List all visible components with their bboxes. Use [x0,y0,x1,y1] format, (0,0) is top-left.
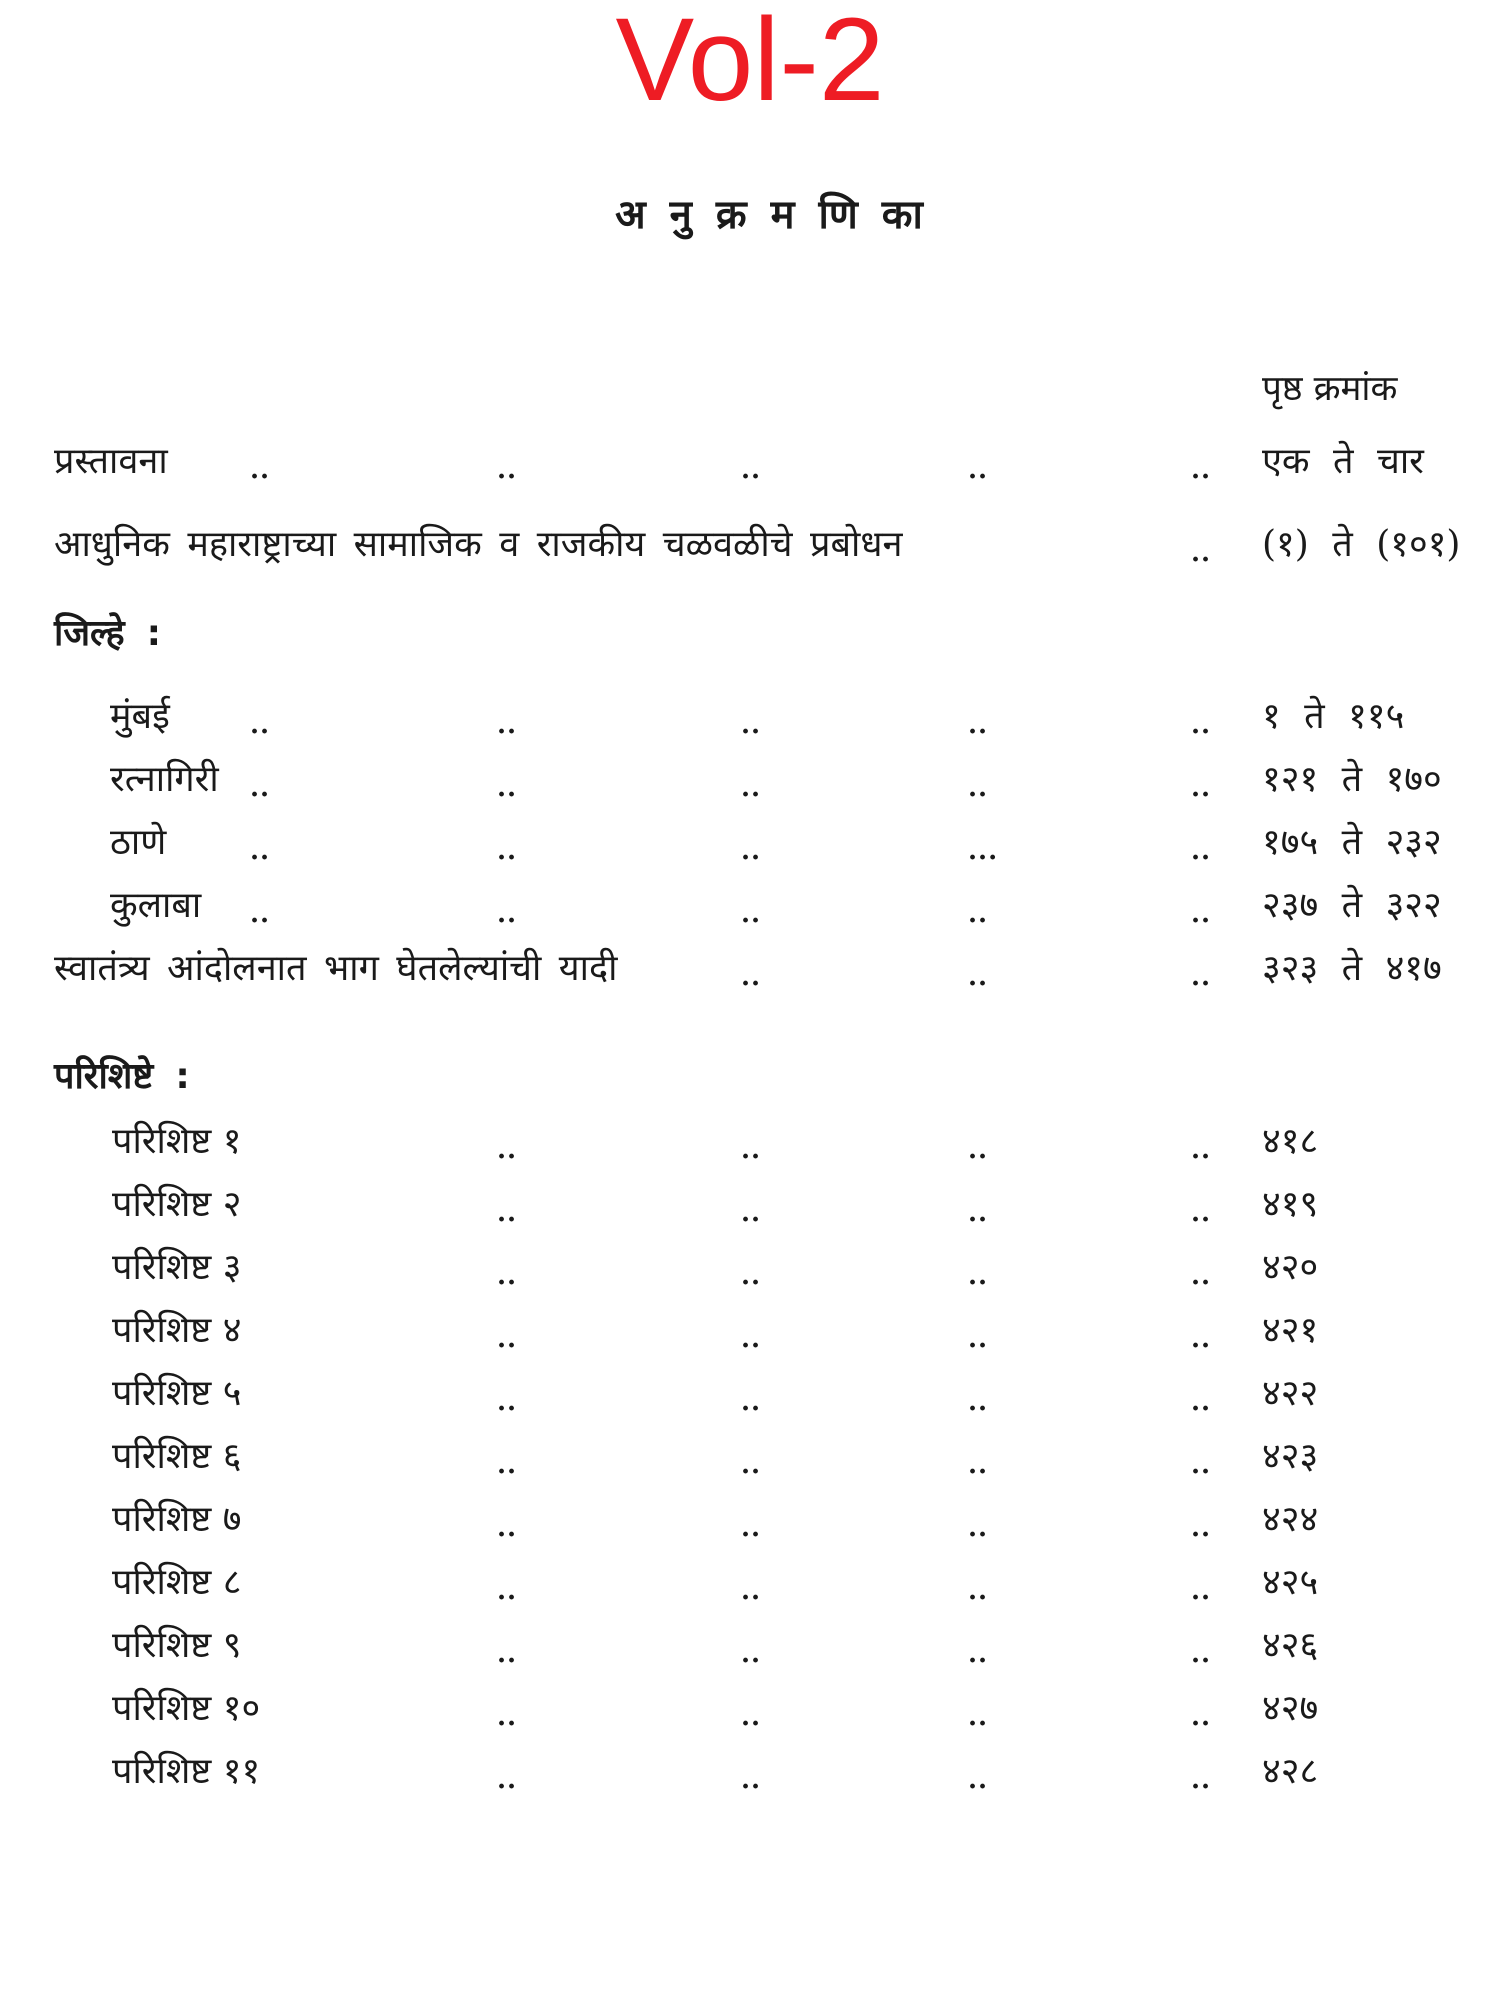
leader-dots: .. [968,1135,989,1165]
entry-pages: ४२० [1262,1247,1319,1288]
toc-row-appendix[interactable] [0,1556,1500,1612]
section-colon: : [146,613,162,654]
leader-dots: .. [497,1639,518,1669]
entry-label: परिशिष्ट ८ [112,1562,242,1603]
toc-row-appendix[interactable] [0,1304,1500,1360]
leader-dots: .. [741,1576,762,1606]
leader-dots: .. [250,455,271,485]
leader-dots: .. [497,710,518,740]
section-heading-parishishte [54,1050,190,1099]
leader-dots: .. [968,1198,989,1228]
leader-dots: .. [968,1450,989,1480]
entry-label: परिशिष्ट १० [112,1688,261,1729]
entry-pages: १७५ ते २३२ [1262,822,1442,863]
toc-row-appendix[interactable] [0,1115,1500,1171]
entry-pages: २३७ ते ३२२ [1262,885,1442,926]
entry-label: परिशिष्ट ११ [112,1751,261,1792]
leader-dots: .. [497,1576,518,1606]
heading-char: क्र [715,192,749,238]
entry-pages: ४२३ [1262,1436,1319,1477]
toc-row-swatantrya[interactable] [0,942,1500,998]
toc-row-district[interactable] [0,879,1500,935]
leader-dots: .. [741,1639,762,1669]
leader-dots: .. [250,836,271,866]
leader-dots: .. [741,455,762,485]
leader-dots: .. [1191,962,1212,992]
leader-dots: .. [741,1324,762,1354]
section-colon: : [175,1056,190,1097]
entry-pages: एक ते चार [1262,441,1424,482]
leader-dots: .. [1191,455,1212,485]
toc-row-district[interactable] [0,816,1500,872]
leader-dots: .. [741,773,762,803]
toc-row-appendix[interactable] [0,1367,1500,1423]
toc-row-appendix[interactable] [0,1241,1500,1297]
leader-dots: .. [968,899,989,929]
section-title: जिल्हे [54,613,125,654]
leader-dots: .. [741,1513,762,1543]
leader-dots: .. [741,899,762,929]
entry-label: परिशिष्ट ६ [112,1436,242,1477]
leader-dots: .. [497,1198,518,1228]
toc-row-prastavana[interactable] [0,435,1500,491]
leader-dots: .. [497,1765,518,1795]
entry-label: ठाणे [110,822,167,863]
toc-row-district[interactable] [0,690,1500,746]
leader-dots: .. [968,1576,989,1606]
leader-dots: .. [1191,836,1212,866]
leader-dots: .. [1191,899,1212,929]
leader-dots: .. [497,1324,518,1354]
heading-char: नु [669,192,694,238]
entry-pages: ३२३ ते ४१७ [1262,948,1442,989]
leader-dots: .. [741,962,762,992]
entry-label: परिशिष्ट ४ [112,1310,242,1351]
leader-dots: .. [968,1324,989,1354]
entry-label: परिशिष्ट ५ [112,1373,242,1414]
leader-dots: .. [1191,710,1212,740]
leader-dots: .. [741,1387,762,1417]
leader-dots: .. [497,1387,518,1417]
leader-dots: .. [741,1261,762,1291]
leader-dots: .. [497,899,518,929]
entry-pages: ४२८ [1262,1751,1319,1792]
leader-dots: .. [741,710,762,740]
toc-row-appendix[interactable] [0,1619,1500,1675]
entry-label: प्रस्तावना [54,441,168,482]
leader-dots: .. [250,710,271,740]
leader-dots: .. [1191,1135,1212,1165]
leader-dots: .. [968,710,989,740]
leader-dots: .. [1191,1450,1212,1480]
entry-pages: १ ते ११५ [1262,696,1405,737]
entry-pages: ४१८ [1262,1121,1319,1162]
toc-row-appendix[interactable] [0,1745,1500,1801]
leader-dots: .. [741,1450,762,1480]
leader-dots: .. [497,836,518,866]
entry-label: मुंबई [110,696,170,737]
entry-label: परिशिष्ट २ [112,1184,242,1225]
leader-dots: .. [968,962,989,992]
volume-label: Vol-2 [615,0,885,126]
page-number-column-header: पृष्ठ क्रमांक [1262,369,1398,409]
leader-dots: .. [968,455,989,485]
leader-dots: ... [968,836,999,866]
entry-label: कुलाबा [110,885,202,926]
entry-label: परिशिष्ट ९ [112,1625,242,1666]
leader-dots: .. [1191,1765,1212,1795]
leader-dots: .. [1191,538,1212,568]
leader-dots: .. [497,1513,518,1543]
leader-dots: .. [497,1702,518,1732]
toc-row-appendix[interactable] [0,1430,1500,1486]
leader-dots: .. [1191,1576,1212,1606]
entry-label: आधुनिक महाराष्ट्राच्या सामाजिक व राजकीय चळवळीचे प्रबोधन [54,524,903,565]
toc-row-district[interactable] [0,753,1500,809]
leader-dots: .. [968,1765,989,1795]
toc-row-appendix[interactable] [0,1178,1500,1234]
leader-dots: .. [497,1135,518,1165]
leader-dots: .. [497,1450,518,1480]
entry-label: रत्नागिरी [110,759,219,800]
toc-heading [0,185,1500,240]
leader-dots: .. [497,1261,518,1291]
entry-pages: ४२५ [1262,1562,1319,1603]
section-title: परिशिष्टे [54,1056,154,1097]
entry-pages: ४२६ [1262,1625,1319,1666]
leader-dots: .. [968,1513,989,1543]
leader-dots: .. [1191,773,1212,803]
leader-dots: .. [250,899,271,929]
leader-dots: .. [1191,1387,1212,1417]
entry-pages: ४१९ [1262,1184,1319,1225]
entry-label: परिशिष्ट ७ [112,1499,242,1540]
heading-char: म [770,192,797,238]
leader-dots: .. [1191,1639,1212,1669]
leader-dots: .. [741,1198,762,1228]
entry-label: स्वातंत्र्य आंदोलनात भाग घेतलेल्यांची यादी [54,948,618,989]
heading-char: णि [818,192,860,238]
toc-row-appendix[interactable] [0,1682,1500,1738]
leader-dots: .. [1191,1198,1212,1228]
leader-dots: .. [741,1702,762,1732]
leader-dots: .. [497,773,518,803]
entry-pages: १२१ ते १७० [1262,759,1442,800]
leader-dots: .. [741,1765,762,1795]
leader-dots: .. [1191,1261,1212,1291]
leader-dots: .. [968,1639,989,1669]
leader-dots: .. [1191,1324,1212,1354]
entry-label: परिशिष्ट १ [112,1121,242,1162]
toc-row-appendix[interactable] [0,1493,1500,1549]
leader-dots: .. [1191,1513,1212,1543]
leader-dots: .. [968,1702,989,1732]
leader-dots: .. [497,455,518,485]
leader-dots: .. [250,773,271,803]
entry-label: परिशिष्ट ३ [112,1247,242,1288]
entry-pages: ४२२ [1262,1373,1319,1414]
leader-dots: .. [741,836,762,866]
heading-char: अ [615,192,648,238]
toc-row-prabodhan[interactable] [0,518,1500,574]
entry-pages: ४२४ [1262,1499,1319,1540]
entry-pages: ४२१ [1262,1310,1319,1351]
section-heading-jilhe [54,607,161,656]
leader-dots: .. [1191,1702,1212,1732]
leader-dots: .. [741,1135,762,1165]
leader-dots: .. [968,1387,989,1417]
heading-char: का [881,192,925,238]
entry-pages: (१) ते (१०१) [1262,524,1461,565]
entry-pages: ४२७ [1262,1688,1319,1729]
leader-dots: .. [968,773,989,803]
leader-dots: .. [968,1261,989,1291]
